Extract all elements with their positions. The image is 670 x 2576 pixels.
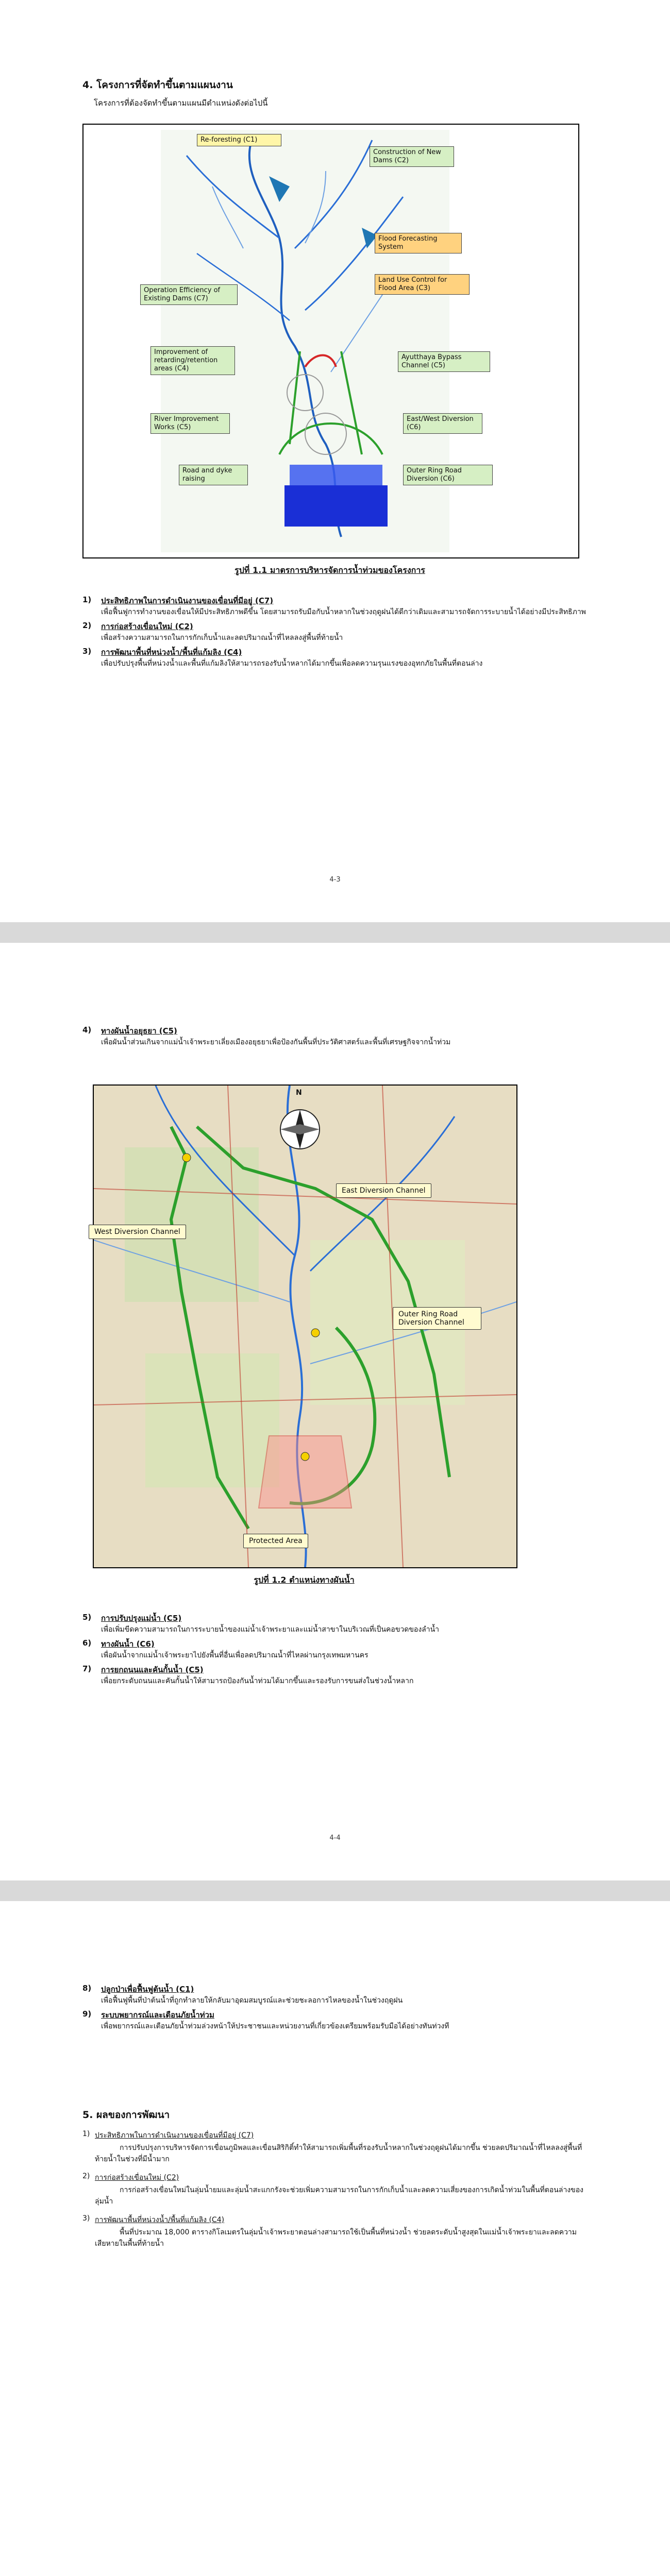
compass-icon — [280, 1110, 320, 1149]
section-5-title: 5. ผลของการพัฒนา — [82, 2109, 170, 2121]
document-page-2 — [0, 943, 670, 1880]
page1-content — [82, 77, 588, 109]
label-construction-new-dams: Construction of New Dams (C2) — [370, 146, 454, 167]
list-item: 1) ประสิทธิภาพในการดำเนินงานของเขื่อนที่มีอยู่ (C7) การปรับปรุงการบริหารจัดการเขื่อนภูมิพลและเขื่อนสิริกิติ์ทำให้สามารถเพิ่มพื้นที่รองรับน้ำหลากในช่วงฤดูฝนได้มากขึ้น ช่วยลดปริมาณน้ำที่ไหลลงสู่พื้นที่ท้ายน้ำในช่วงที่มีน้ำมาก — [82, 2130, 582, 2163]
list-item: 6) ทางผันน้ำ (C6) เพื่อผันน้ำจากแม่น้ำเจ้าพระยาไปยังพื้นที่อื่นเพื่อลดปริมาณน้ำที่ไหลผ่านกรุงเทพมหานคร — [82, 1638, 368, 1659]
label-outer-ring-road-diversion: Outer Ring Road Diversion Channel — [393, 1307, 481, 1330]
list-item: 2) การก่อสร้างเขื่อนใหม่ (C2) เพื่อสร้างความสามารถในการกักเก็บน้ำและลดปริมาณน้ำที่ไหลลงสู่พื้นที่ท้ายน้ำ — [82, 621, 343, 642]
section-intro: โครงการที่ต้องจัดทำขึ้นตามแผนมีตำแหน่งดังต่อไปนี้ — [94, 98, 268, 108]
label-ayutthaya-bypass: Ayutthaya Bypass Channel (C5) — [398, 351, 490, 372]
label-flood-forecasting: Flood Forecasting System — [375, 233, 462, 253]
label-road-dyke-raising: Road and dyke raising — [179, 465, 248, 485]
list-item: 5) การปรับปรุงแม่น้ำ (C5) เพื่อเพิ่มขีดความสามารถในการระบายน้ำของแม่น้ำเจ้าพระยาและแม่น้ำสาขาในบริเวณที่เป็นคอขวดของลำน้ำ — [82, 1613, 440, 1634]
label-retarding-areas: Improvement of retarding/retention areas (C4) — [150, 346, 235, 375]
figure-flood-measures — [82, 124, 579, 558]
label-west-diversion: West Diversion Channel — [89, 1225, 186, 1239]
section-5 — [82, 2107, 588, 2249]
label-operation-efficiency: Operation Efficiency of Existing Dams (C7) — [140, 284, 238, 305]
label-outer-ring-road: Outer Ring Road Diversion (C6) — [403, 465, 493, 485]
list-item: 9) ระบบพยากรณ์และเตือนภัยน้ำท่วม เพื่อพยากรณ์และเตือนภัยน้ำท่วมล่วงหน้าให้ประชาชนและหน่วยงานที่เกี่ยวข้องเตรียมพร้อมรับมือได้อย่างทันท่วงที — [82, 2009, 449, 2030]
flood-measures-map — [83, 125, 578, 557]
figure-diversion-map — [93, 1084, 517, 1568]
list-item: 1) ประสิทธิภาพในการดำเนินงานของเขื่อนที่มีอยู่ (C7) เพื่อฟื้นฟูการทำงานของเขื่อนให้มีประสิทธิภาพดีขึ้น โดยสามารถรับมือกับน้ำหลากในช่วงฤดูฝนได้ดีกว่าเดิมและสามารถจัดการระบายน้ำได้อย่างมีประสิทธิภาพ — [82, 595, 586, 616]
page2-measure-list — [82, 1613, 588, 1690]
page1-measure-list — [82, 595, 588, 672]
label-re-foresting: Re-foresting (C1) — [197, 134, 281, 146]
page2-item4 — [82, 1025, 588, 1051]
document-page-3 — [0, 1901, 670, 2576]
label-river-improvement: River Improvement Works (C5) — [150, 413, 230, 434]
list-item: 7) การยกถนนและคันกั้นน้ำ (C5) เพื่อยกระดับถนนและคันกั้นน้ำให้สามารถป้องกันน้ำท่วมได้มากขึ้นและรองรับการขนส่งในช่วงน้ำหลาก — [82, 1664, 414, 1685]
page-number: 4-3 — [329, 876, 341, 884]
label-east-diversion: East Diversion Channel — [336, 1183, 431, 1198]
list-item: 2) การก่อสร้างเขื่อนใหม่ (C2) การก่อสร้างเขื่อนใหม่ในลุ่มน้ำยมและลุ่มน้ำสะแกกรังจะช่วยเพิ่มความสามารถในการกักเก็บน้ำและลดความเสี่ยงของการเกิดน้ำท่วมในพื้นที่ตอนล่างของลุ่มน้ำ — [82, 2172, 583, 2206]
compass-north-label: N — [296, 1089, 302, 1097]
document-page-1 — [0, 0, 670, 922]
page-number: 4-4 — [329, 1834, 341, 1842]
label-east-west-diversion: East/West Diversion (C6) — [403, 413, 482, 434]
list-item: 3) การพัฒนาพื้นที่หน่วงน้ำ/พื้นที่แก้มลิง (C4) พื้นที่ประมาณ 18,000 ตารางกิโลเมตรในลุ่มน้ำเจ้าพระยาตอนล่างสามารถใช้เป็นพื้นที่หน่วงน้ำ ช่วยลดระดับน้ำสูงสุดในแม่น้ำเจ้าพระยาและลดความเสียหายในพื้นที่ท้ายน้ำ — [82, 2214, 577, 2248]
list-item: 8) ปลูกป่าเพื่อฟื้นฟูต้นน้ำ (C1) เพื่อฟื้นฟูพื้นที่ป่าต้นน้ำที่ถูกทำลายให้กลับมาอุดมสมบูรณ์และช่วยชะลอการไหลของน้ำในช่วงฤดูฝน — [82, 1984, 403, 2005]
label-land-use-control: Land Use Control for Flood Area (C3) — [375, 274, 470, 295]
page3-measure-list — [82, 1984, 588, 2035]
label-protected-area: Protected Area — [243, 1534, 308, 1548]
list-item: 4) ทางผันน้ำอยุธยา (C5) เพื่อผันน้ำส่วนเกินจากแม่น้ำเจ้าพระยาเลี่ยงเมืองอยุธยาเพื่อป้องกันพื้นที่ประวัติศาสตร์และพื้นที่เศรษฐกิจจากน้ำท่วม — [82, 1025, 451, 1046]
list-item: 3) การพัฒนาพื้นที่หน่วงน้ำ/พื้นที่แก้มลิง (C4) เพื่อปรับปรุงพื้นที่หน่วงน้ำและพื้นที่แก้มลิงให้สามารถรองรับน้ำหลากได้มากขึ้นเพื่อลดความรุนแรงของอุทกภัยในพื้นที่ตอนล่าง — [82, 647, 483, 668]
figure-1-2-caption: รูปที่ 1.2 ตำแหน่งทางผันน้ำ — [254, 1575, 355, 1585]
figure-1-1-caption: รูปที่ 1.1 มาตรการบริหารจัดการน้ำท่วมของโครงการ — [234, 565, 425, 575]
section-title: 4. โครงการที่จัดทำขึ้นตามแผนงาน — [82, 79, 233, 91]
